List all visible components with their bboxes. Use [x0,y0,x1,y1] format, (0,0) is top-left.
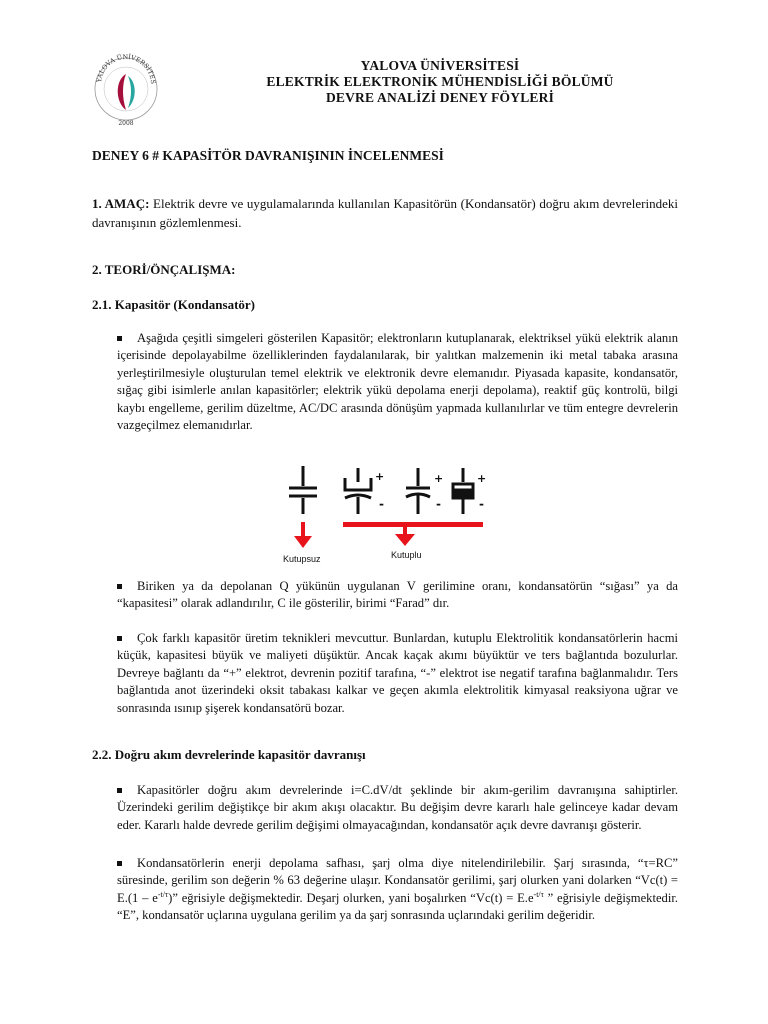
paragraph-text: ” eğrisiyle değişmektedir. “E”, kondansatör uçlarına uygulana gerilim ya da şarj sonrasında uçlarındaki gerilim değeridir. [117,890,679,923]
paragraph-text: Kondansatörlerin enerji depolama safhası, şarj olma diye nitelendirilebilir. Şarj sırasında, “τ=RC” süresinde, gerilim son değerin % 63 değerine ulaşır. Kondansatör gerilimi, şarj olurken yani dolarken “Vc(t) = E.(1 – e [117,856,678,905]
paragraph-text: )” eğrisiyle değişmektedir. Deşarj olurken, yani boşalırken “Vc(t) = E.e [168,890,534,905]
bullet-icon [117,855,125,863]
polar-arrow-icon [343,522,483,546]
paragraph-text: Biriken ya da depolanan Q yükünün uygulanan V gerilimine oranı, kondansatörün “sığası” ya da “kapasitesi” olarak adlandırılır, C ile gösterilir, birimi “Farad” dır. [117,579,678,611]
document-header [190,58,690,106]
plus-sign: + [477,472,487,485]
polar-label: Kutuplu [391,550,422,560]
exponent: -t/τ [157,889,169,899]
paragraph-text: Kapasitörler doğru akım devrelerinde i=C.dV/dt şeklinde bir akım-gerilim davranışına sahiptirler. Üzerindeki gerilim değiştikçe bir akım akışı olacaktır. Bu değişim devre kararlı hale gelinceye kadar devam eder. Kararlı halde devrede gerilim değişimi olmayacağından, kondansatör açık devre davranışı gösterir. [117,783,678,832]
aim-paragraph [92,194,678,232]
bullet-icon [117,630,125,638]
nonpolar-label: Kutupsuz [283,554,321,564]
dc-behavior-paragraph [117,782,678,834]
capacitance-definition-paragraph [117,578,678,613]
section-theory-heading: 2. TEORİ/ÖNÇALIŞMA: [92,262,236,277]
charging-paragraph [117,855,678,925]
capacitor-types-paragraph [117,630,678,717]
capacitor-symbols-figure [283,464,493,568]
bullet-icon [117,330,125,338]
minus-sign: - [379,497,384,511]
section-capacitor-heading: 2.1. Kapasitör (Kondansatör) [92,297,255,312]
aim-label: 1. AMAÇ: [92,196,150,211]
paragraph-text: Aşağıda çeşitli simgeleri gösterilen Kapasitör; elektronların kutuplanarak, elektriksel yükü elektrik alanın içerisinde depolayabilme özelliklerinden faydalanılarak, bir yalıtkan malzemenin iki metal tabaka arasına yerleştirilmesiyle oluşturulan temel elektrik ve elektronik devre elemanıdır. Piyasada kapasite, kondansatör, sığaç gibi isimlerle anılan kapasitörler; elektrik yükü depolama enerji depolama), reaktif güç kontrolü, bilgi kaybı engelleme, gerilim düzeltme, AC/DC arasında dönüşüm yapmada kullanılırlar ve tüm entegre devrelerin vazgeçilmez elemanıdırlar. [117,331,678,433]
capacitor-definition-paragraph [117,330,678,434]
course-name: DEVRE ANALİZİ DENEY FÖYLERİ [325,90,555,105]
bullet-icon [117,782,125,790]
section-dc-behavior-heading: 2.2. Doğru akım devrelerinde kapasitör davranışı [92,747,366,762]
plus-sign: + [434,472,444,485]
university-name: YALOVA ÜNİVERSİTESİ [360,58,520,73]
plus-sign: + [375,470,385,483]
logo-year: 2008 [118,120,134,127]
nonpolar-arrow-icon [294,522,312,548]
experiment-title: DENEY 6 # KAPASİTÖR DAVRANIŞININ İNCELENMESİ [92,148,444,163]
polar-capacitor-symbol-1 [345,468,371,514]
minus-sign: - [436,497,441,511]
nonpolar-capacitor-symbol [289,466,317,514]
logo-leaf-teal [128,76,135,108]
polar-capacitor-symbol-3 [453,468,473,514]
exponent: -t/τ [533,889,544,899]
paragraph-text: Çok farklı kapasitör üretim teknikleri mevcuttur. Bunlardan, kutuplu Elektrolitik kondansatörlerin hacmi küçük, kapasitesi büyük ve maliyeti düşüktür. Ancak kaçak akımı büyüktür ve ters bağlantıda bozulurlar. Devreye bağlantı da “+” elektrot, devrenin pozitif tarafına, “-” elektrot ise negatif tarafına bağlanmalıdır. Ters bağlantıda anot üzerindeki oksit tabakası kalkar ve geçen akımla elektrolitik kimyasal reaksiyona uğrar ve sonrasında ısınıp şişerek kondansatörü bozar. [117,631,678,715]
logo-arc-text: YALOVA ÜNİVERSİTES [95,52,158,85]
aim-text: Elektrik devre ve uygulamalarında kullanılan Kapasitörün (Kondansatör) doğru akım devrelerindeki davranışının gözlemlenmesi. [92,196,679,230]
university-logo [93,44,159,130]
bullet-icon [117,578,125,586]
logo-leaf-red [118,74,126,110]
minus-sign: - [479,497,484,511]
department-name: ELEKTRİK ELEKTRONİK MÜHENDİSLİĞİ BÖLÜMÜ [266,74,614,89]
polar-capacitor-symbol-2 [406,468,430,514]
